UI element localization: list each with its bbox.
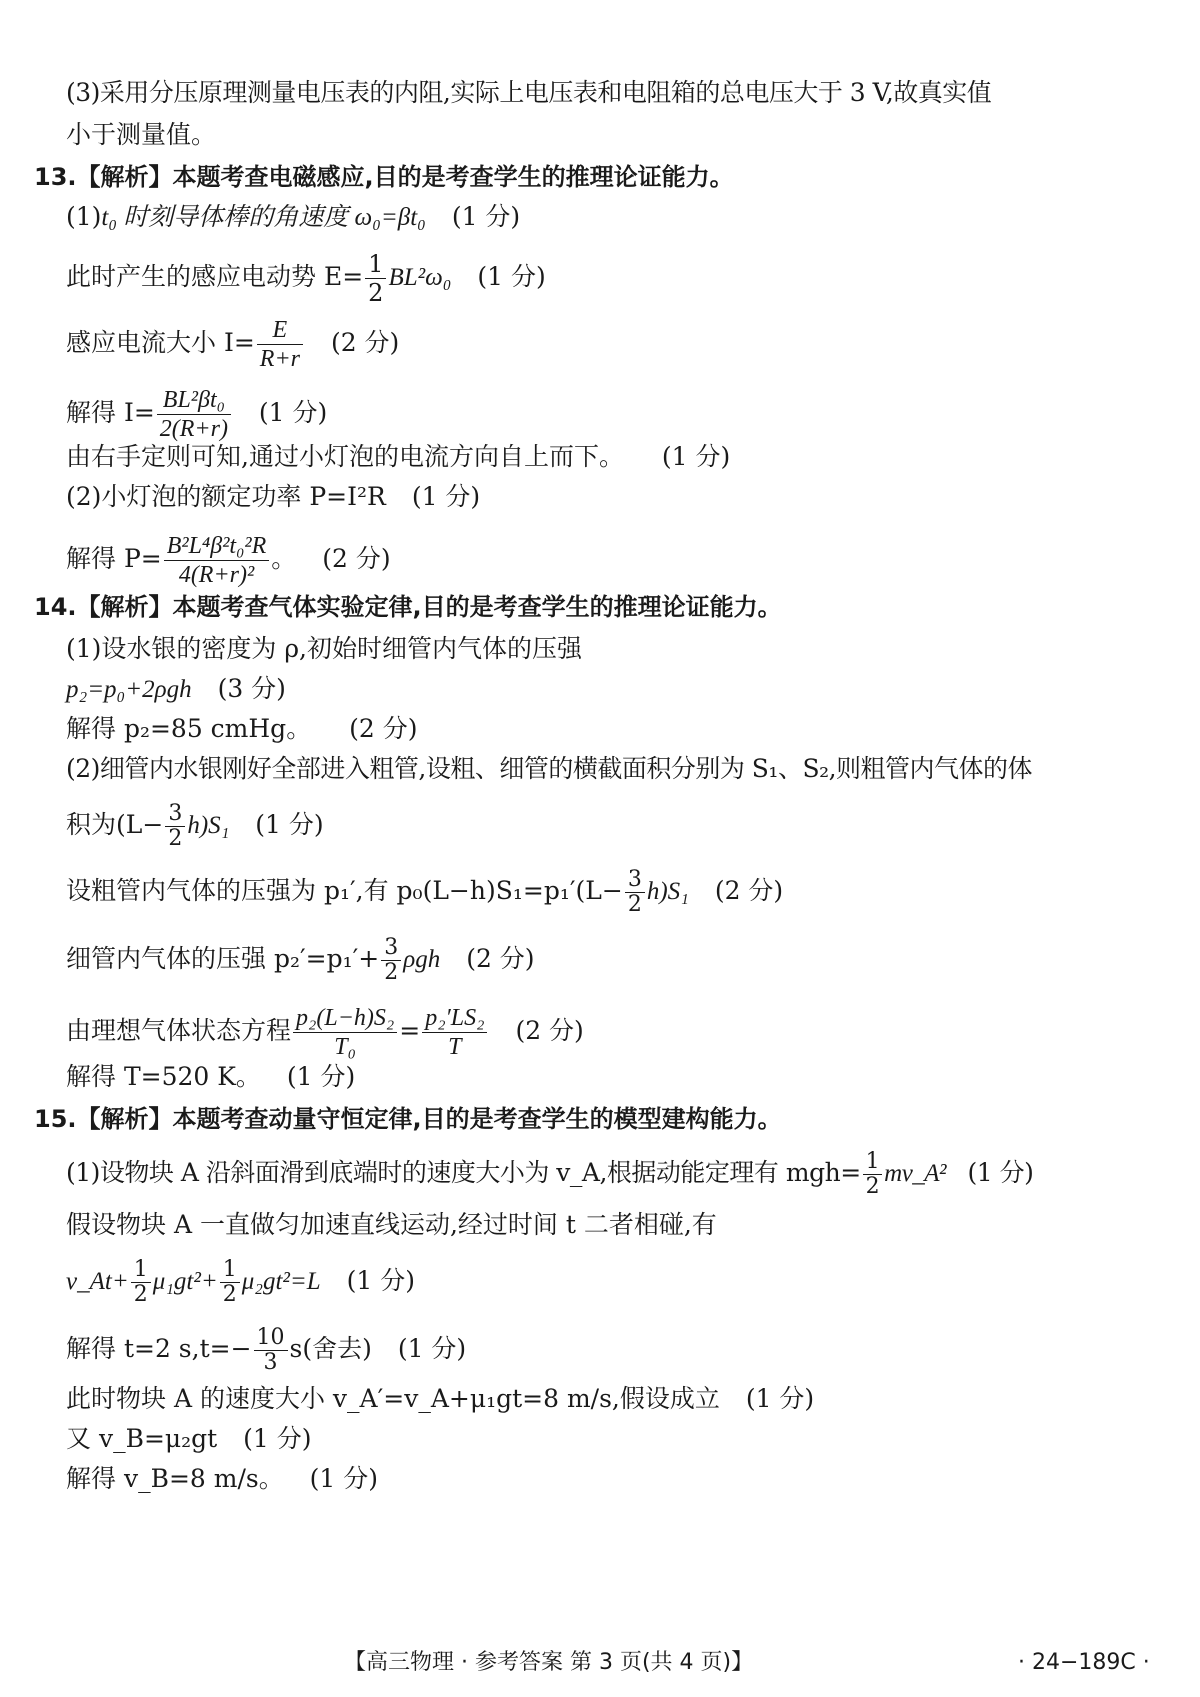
doc-code: · 24−189C · <box>1018 1650 1150 1675</box>
formula: μ₂gt²=L <box>241 1268 321 1295</box>
formula: h)S₁ <box>187 812 230 839</box>
text: 细管内气体的压强 p₂′=p₁′+ <box>66 944 380 973</box>
text-line: (3)采用分压原理测量电压表的内阻,实际上电压表和电阻箱的总电压大于 3 V,故真实值 <box>66 78 992 107</box>
denominator: 2 <box>381 960 401 985</box>
text: 此时产生的感应电动势 E= <box>66 262 364 291</box>
q13-line-2 <box>66 250 546 307</box>
fraction <box>625 868 645 917</box>
numerator: p₂(L−h)S₂ <box>296 1005 395 1031</box>
formula: h)S₁ <box>646 878 689 905</box>
q14-line-2 <box>66 672 286 707</box>
denominator: R+r <box>257 344 303 373</box>
text: (1)设物块 A 沿斜面滑到底端时的速度大小为 v_A,根据动能定理有 mgh= <box>66 1158 861 1187</box>
formula: μ₁gt²+ <box>152 1268 218 1295</box>
q13-heading: 13.【解析】本题考查电磁感应,目的是考查学生的推理论证能力。 <box>34 163 734 191</box>
q13-line-3 <box>66 316 399 373</box>
denominator: T₀ <box>293 1032 397 1061</box>
score: (2 分) <box>322 544 391 573</box>
score: (2 分) <box>349 714 418 743</box>
q13-line-6 <box>66 480 480 514</box>
score: (1 分) <box>258 398 328 427</box>
score: (1 分) <box>411 482 481 511</box>
numerator: 1 <box>222 1257 237 1282</box>
q15-line-7 <box>66 1462 378 1496</box>
numerator: 3 <box>168 801 183 826</box>
fraction <box>220 1258 240 1307</box>
numerator: BL²βt₀ <box>162 387 225 413</box>
q15-line-4 <box>66 1326 466 1375</box>
score: (1 分) <box>477 262 546 291</box>
text: 解得 T=520 K。 <box>66 1062 261 1091</box>
q14-heading: 14.【解析】本题考查气体实验定律,目的是考查学生的推理论证能力。 <box>34 593 782 621</box>
denominator: 2 <box>625 892 645 917</box>
text: 解得 I= <box>66 398 155 427</box>
q14-line-9 <box>66 1060 355 1094</box>
text: 设粗管内气体的压强为 p₁′,有 p₀(L−h)S₁=p₁′(L− <box>66 876 623 905</box>
formula: t₀ 时刻导体棒的角速度 ω₀=βt₀ <box>101 204 426 231</box>
numerator: 1 <box>865 1149 880 1174</box>
text: 解得 p₂=85 cmHg。 <box>66 714 312 743</box>
numerator: E <box>272 317 288 343</box>
denominator: 2 <box>365 278 386 307</box>
score: (3 分) <box>217 674 286 703</box>
score: (1 分) <box>286 1062 356 1091</box>
q14-line-5 <box>66 802 324 851</box>
fraction <box>365 250 386 307</box>
score: (1 分) <box>451 202 521 231</box>
q15-line-3 <box>66 1258 415 1307</box>
text-line: 小于测量值。 <box>66 120 217 149</box>
fraction <box>863 1150 883 1199</box>
numerator: B²L⁴β²t₀²R <box>166 533 267 559</box>
numerator: 1 <box>368 250 384 278</box>
q15-line-1 <box>66 1150 1033 1199</box>
denominator: 3 <box>254 1350 288 1375</box>
denominator: 4(R+r)² <box>164 560 270 589</box>
score: (1 分) <box>243 1424 312 1453</box>
denominator: 2 <box>863 1174 883 1199</box>
fraction <box>293 1004 397 1061</box>
fraction <box>254 1326 288 1375</box>
formula: p₂=p₀+2ρgh <box>66 676 192 703</box>
q14-line-1: (1)设水银的密度为 ρ,初始时细管内气体的压强 <box>66 634 583 663</box>
score: (2 分) <box>466 944 535 973</box>
text: 由理想气体状态方程 <box>66 1016 292 1045</box>
text: 解得 v_B=8 m/s。 <box>66 1464 284 1493</box>
formula: ρgh <box>403 946 441 973</box>
score: (2 分) <box>515 1016 584 1045</box>
text: 又 v_B=μ₂gt <box>66 1424 218 1453</box>
q15-line-5 <box>66 1382 814 1416</box>
score: (1 分) <box>346 1266 416 1295</box>
text: s(舍去) <box>289 1334 372 1363</box>
score: (2 分) <box>330 328 400 357</box>
denominator: 2 <box>220 1282 240 1307</box>
denominator: T <box>422 1032 487 1061</box>
text: 积为(L− <box>66 810 164 839</box>
text: 解得 t=2 s,t=− <box>66 1334 252 1363</box>
denominator: 2 <box>165 826 185 851</box>
text: 。 <box>271 544 297 573</box>
fraction <box>422 1004 487 1061</box>
score: (1 分) <box>309 1464 379 1493</box>
text: 由右手定则可知,通过小灯泡的电流方向自上而下。 <box>66 442 624 471</box>
fraction <box>164 532 270 589</box>
q13-line-5 <box>66 440 730 474</box>
text: 感应电流大小 I= <box>66 328 255 357</box>
formula: BL²ω₀ <box>388 264 452 291</box>
q15-line-2: 假设物块 A 一直做匀加速直线运动,经过时间 t 二者相碰,有 <box>66 1210 717 1239</box>
formula: mv_A² <box>884 1160 947 1187</box>
q14-line-3 <box>66 712 418 746</box>
q13-line-7 <box>66 532 391 589</box>
q14-line-8 <box>66 1004 584 1061</box>
text: 此时物块 A 的速度大小 v_A′=v_A+μ₁gt=8 m/s,假设成立 <box>66 1384 720 1413</box>
fraction <box>257 316 303 373</box>
score: (2 分) <box>714 876 784 905</box>
page-footer: 【高三物理 · 参考答案 第 3 页(共 4 页)】 <box>344 1650 754 1675</box>
score: (1 分) <box>397 1334 467 1363</box>
denominator: 2 <box>131 1282 151 1307</box>
formula: v_At+ <box>66 1268 129 1295</box>
q15-line-6 <box>66 1422 312 1456</box>
equals-sign: = <box>399 1016 421 1045</box>
numerator: 3 <box>627 867 642 892</box>
q14-line-4: (2)细管内水银刚好全部进入粗管,设粗、细管的横截面积分别为 S₁、S₂,则粗管内气体的体 <box>66 754 1033 783</box>
numerator: 10 <box>256 1325 285 1350</box>
text: 解得 P= <box>66 544 162 573</box>
fraction <box>131 1258 151 1307</box>
q14-line-7 <box>66 936 535 985</box>
score: (1 分) <box>745 1384 815 1413</box>
text: (2)小灯泡的额定功率 P=I²R <box>66 482 386 511</box>
text: (1) <box>66 202 102 231</box>
numerator: 1 <box>133 1257 148 1282</box>
denominator: 2(R+r) <box>157 414 231 443</box>
score: (1 分) <box>661 442 731 471</box>
fraction <box>381 936 401 985</box>
q13-line-4 <box>66 386 327 443</box>
score: (1 分) <box>967 1158 1034 1187</box>
fraction <box>165 802 185 851</box>
q15-heading: 15.【解析】本题考查动量守恒定律,目的是考查学生的模型建构能力。 <box>34 1105 782 1133</box>
score: (1 分) <box>255 810 324 839</box>
q13-line-1 <box>66 200 520 235</box>
q14-line-6 <box>66 868 783 917</box>
numerator: 3 <box>384 935 399 960</box>
numerator: p₂′LS₂ <box>425 1005 485 1031</box>
fraction <box>157 386 231 443</box>
